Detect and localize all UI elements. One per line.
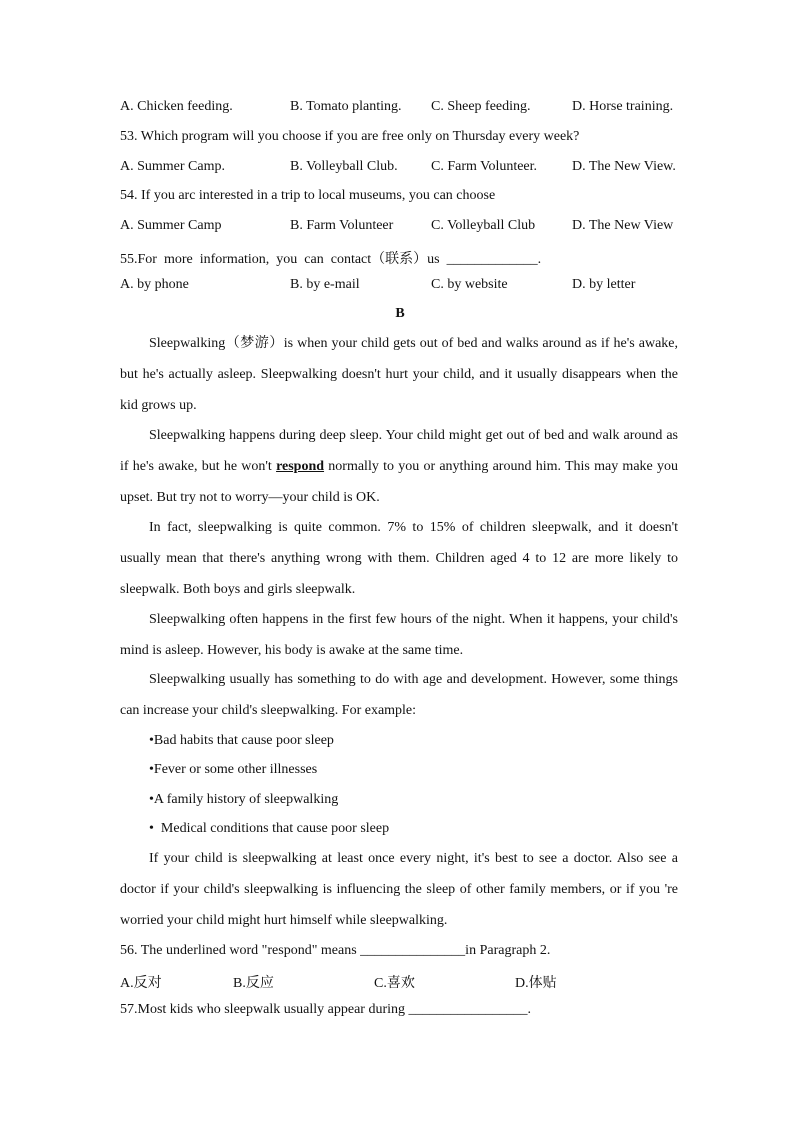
passage-paragraph-2: Sleepwalking happens during deep sleep. Your child might get out of bed and walk around as if he's awake, but he won't respond normally to you or anything around him. This may make you upset. But try not to worry—your child is OK.	[120, 428, 678, 505]
q53-option-a: A. Summer Camp.	[120, 159, 225, 174]
passage-paragraph-4: Sleepwalking often happens in the first few hours of the night. When it happens, your child's mind is asleep. However, his body is awake at the same time.	[120, 612, 678, 658]
q54-option-b: B. Farm Volunteer	[290, 218, 394, 233]
q56-option-b: B.反应	[233, 976, 274, 991]
section-b-heading: B	[395, 306, 405, 321]
q53-question: 53. Which program will you choose if you are free only on Thursday every week?	[120, 129, 580, 144]
q53-option-d: D. The New View.	[572, 159, 676, 174]
q54-option-d: D. The New View	[572, 218, 674, 233]
q52-option-c: C. Sheep feeding.	[431, 99, 531, 114]
q56-option-a: A.反对	[120, 976, 162, 991]
q56-option-c: C.喜欢	[374, 976, 415, 991]
q54-option-a: A. Summer Camp	[120, 218, 222, 233]
q55-option-b: B. by e-mail	[290, 277, 360, 292]
bullet-item: •A family history of sleepwalking	[149, 792, 339, 807]
bullet-item: •Fever or some other illnesses	[149, 762, 318, 777]
bullet-item: •Bad habits that cause poor sleep	[149, 733, 334, 748]
q53-option-c: C. Farm Volunteer.	[431, 159, 538, 174]
passage-paragraph-6: If your child is sleepwalking at least once every night, it's best to see a doctor. Also see a doctor if your child's sleepwalking is influencing the sleep of other family members, or if you 're worried your child might hurt himself while sleepwalking.	[120, 851, 678, 928]
passage-paragraph-5: Sleepwalking usually has something to do with age and development. However, some things can increase your child's sleepwalking. For example:	[120, 672, 678, 718]
q54-question: 54. If you arc interested in a trip to local museums, you can choose	[120, 188, 496, 203]
bullet-item: • Medical conditions that cause poor sleep	[149, 821, 390, 836]
q52-option-b: B. Tomato planting.	[290, 99, 402, 114]
passage-paragraph-1: Sleepwalking（梦游）is when your child gets out of bed and walks around as if he's awake, but he's actually asleep. Sleepwalking doesn't hurt your child, and it usually disappears when the kid grows up.	[120, 336, 678, 413]
passage-paragraph-3: In fact, sleepwalking is quite common. 7% to 15% of children sleepwalk, and it doesn't usually mean that there's anything wrong with them. Children aged 4 to 12 are more likely to sleepwalk. Both boys and girls sleepwalk.	[120, 520, 678, 597]
q56-question: 56. The underlined word "respond" means _______________in Paragraph 2.	[120, 943, 551, 958]
q52-option-d: D. Horse training.	[572, 99, 674, 114]
q55-option-a: A. by phone	[120, 277, 189, 292]
q57-question: 57.Most kids who sleepwalk usually appear during _________________.	[120, 1002, 532, 1017]
q55-question: 55.For more information, you can contact（联系）us _____________.	[120, 252, 542, 267]
q53-option-b: B. Volleyball Club.	[290, 159, 398, 174]
q56-option-d: D.体贴	[515, 976, 557, 991]
q55-option-c: C. by website	[431, 277, 508, 292]
q55-option-d: D. by letter	[572, 277, 636, 292]
underlined-word-respond: respond	[276, 459, 325, 474]
q52-option-a: A. Chicken feeding.	[120, 99, 233, 114]
q54-option-c: C. Volleyball Club	[431, 218, 536, 233]
